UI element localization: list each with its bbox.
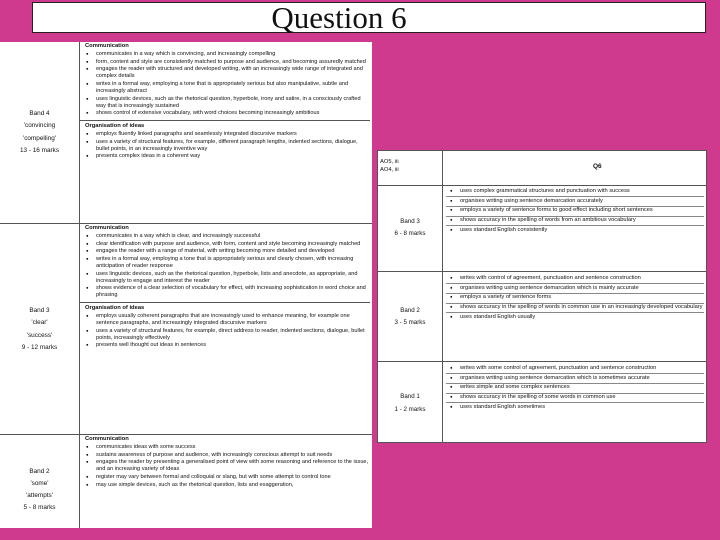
band-row [0, 223, 372, 435]
band-label-cell [0, 435, 80, 540]
band-row [0, 434, 372, 540]
criteria-item: ● uses a variety of structural features, for example, direct address to reader, indented sections, dialogue, bullet points, increasingly effectively [82, 328, 370, 342]
criteria-item: ● uses complex grammatical structures and punctuation with success [446, 188, 704, 197]
assessment-objective: AO4, iii [380, 167, 399, 174]
criteria-item: ● presents complex ideas in a coherent way [82, 153, 370, 160]
band-marks: 13 - 16 marks [19, 146, 60, 154]
band-descriptor: 'some' [30, 479, 49, 487]
criteria-item: ● uses linguistic devices, such as the rhetorical question, hyperbole, lists and anecdote, as appropriate, and increasingly to engage and interest the reader [82, 271, 370, 285]
rubric-header-row [378, 151, 706, 186]
criteria-item: ● uses a variety of structural features, for example, different paragraph lengths, indented sections, dialogue, bullet points, in an increasingly inventive way [82, 139, 370, 153]
criteria-item: ● register may vary between formal and colloquial or slang, but with some attempt to control tone [82, 474, 370, 481]
assessment-objective: AO5, iii [380, 159, 399, 165]
band-descriptor: 'convincing [23, 122, 56, 130]
band-marks: 6 - 8 marks [394, 230, 426, 237]
criteria-item: ● engages the reader with structured and developed writing, with an increasingly wide range of integrated and complex details [82, 66, 370, 80]
band-name: Band 1 [400, 393, 420, 401]
criteria-item: ● sustains awareness of purpose and audience, with increasingly conscious attempt to suit needs [82, 452, 370, 459]
criteria-item: ● shows evidence of a clear selection of vocabulary for effect, with increasing sophistication in word choice and phrasing [82, 285, 370, 299]
criteria-item: ● employs fluently linked paragraphs and seamlessly integrated discursive markers [82, 131, 370, 138]
band-label-cell [0, 224, 80, 435]
slide-bottom-edge [0, 528, 720, 540]
criteria-item: ● writes with control of agreement, punctuation and sentence construction [446, 275, 704, 284]
column-divider [442, 185, 443, 271]
criteria-item: ● uses linguistic devices, such as the rhetorical question, hyperbole, irony and satire, in a consciously crafted way that is increasingly sustained [82, 96, 370, 110]
criteria-item: ● employs a variety of sentence forms to good effect including short sentences [446, 207, 704, 216]
criteria-list [82, 444, 370, 488]
section-heading: Organisation of ideas [85, 123, 145, 130]
left-rubric-table [0, 42, 372, 540]
section-heading: Organisation of ideas [85, 305, 145, 312]
criteria-item: ● presents well thought out ideas in sentences [82, 342, 370, 349]
criteria-item: ● writes in a formal way, employing a tone that is appropriately serious but also manipulative, subtle and increasingly abstract [82, 81, 370, 95]
column-divider [442, 151, 443, 185]
criteria-item: ● employs usually coherent paragraphs that are increasingly used to enhance meaning, for example one sentence paragraphs, and increasingly integrated discursive markers [82, 313, 370, 327]
criteria-item: ● clear identification with purpose and audience, with form, content and style becoming increasingly matched [82, 241, 370, 248]
criteria-item: ● shows control of extensive vocabulary, with word choices becoming increasingly ambitious [82, 110, 370, 117]
criteria-item: ● communicates ideas with some success [82, 444, 370, 451]
criteria-item: ● uses standard English usually [446, 314, 704, 322]
band-descriptor: 'clear' [31, 319, 48, 327]
criteria-item: ● engages the reader by presenting a generalised point of view with some reasoning and reference to the issue, and an increasing variety of ideas [82, 459, 370, 473]
section-divider [80, 120, 370, 121]
section-divider [80, 302, 370, 303]
criteria-item: ● engages the reader with a range of material, with writing becoming more detailed and developed [82, 248, 370, 255]
section-heading: Communication [85, 436, 129, 442]
criteria-item: ● may use simple devices, such as the rhetorical question, lists and exaggeration, [82, 482, 370, 489]
criteria-list [82, 233, 370, 299]
criteria-item: ● shows accuracy in the spelling of some words in common use [446, 394, 704, 403]
band-row [378, 185, 706, 271]
band-row [0, 42, 372, 223]
criteria-list [446, 188, 704, 235]
column-divider [442, 362, 443, 443]
band-marks: 1 - 2 marks [394, 405, 426, 413]
band-marks: 3 - 5 marks [394, 319, 426, 326]
band-marks: 5 - 8 marks [23, 504, 56, 512]
criteria-list [446, 365, 704, 412]
band-criteria [446, 275, 704, 322]
band-name: Band 4 [29, 110, 50, 118]
criteria-item: ● organises writing using sentence demarcation accurately [446, 198, 704, 207]
band-row [378, 361, 706, 443]
band-descriptor: 'compelling' [23, 134, 56, 142]
criteria-item: ● communicates in a way which is convincing, and increasingly compelling [82, 51, 370, 58]
criteria-item: ● communicates in a way which is clear, and increasingly successful [82, 233, 370, 240]
band-name: Band 3 [29, 307, 50, 315]
criteria-item: ● writes with some control of agreement, punctuation and sentence construction [446, 365, 704, 374]
band-name: Band 2 [29, 467, 50, 475]
assessment-objectives [380, 158, 440, 174]
band-name: Band 2 [400, 306, 420, 314]
criteria-item: ● writes in a formal way, employing a tone that is appropriately serious and clearly chosen, with increasing anticipation of reader response [82, 256, 370, 270]
band-name: Band 3 [400, 217, 420, 225]
criteria-item: ● organises writing using sentence demarcation which is sometimes accurate [446, 375, 704, 384]
band-criteria [446, 188, 704, 235]
criteria-item: ● uses standard English sometimes [446, 404, 704, 412]
criteria-list [82, 313, 370, 349]
criteria-item: ● form, content and style are consistently matched to purpose and audience, and becoming assuredly matched [82, 59, 370, 66]
section-heading: Communication [85, 43, 129, 49]
band-label-cell [378, 185, 442, 271]
criteria-list [82, 51, 370, 117]
band-criteria [82, 42, 370, 161]
question-label: Q6 [593, 163, 602, 170]
band-criteria [446, 365, 704, 412]
band-descriptor: 'attempts' [26, 492, 53, 499]
band-descriptor: 'success' [26, 331, 53, 339]
right-rubric-table [377, 150, 707, 443]
criteria-list [446, 275, 704, 322]
criteria-list [82, 131, 370, 160]
band-label-cell [378, 272, 442, 362]
band-criteria [82, 224, 370, 350]
criteria-item: ● shows accuracy in the spelling of words from an ambitious vocabulary [446, 217, 704, 226]
criteria-item: ● writes simple and some complex sentences [446, 384, 704, 393]
slide-title: Question 6 [271, 0, 407, 35]
column-divider [442, 272, 443, 362]
band-row [378, 271, 706, 362]
criteria-item: ● shows accuracy in the spelling of words in common use in an increasingly developed vocabulary [446, 304, 704, 313]
title-banner [32, 2, 706, 33]
band-marks: 9 - 12 marks [21, 343, 58, 351]
criteria-item: ● uses standard English consistently [446, 227, 704, 235]
section-heading: Communication [85, 225, 129, 231]
criteria-item: ● employs a variety of sentence forms [446, 294, 704, 303]
band-label-cell [0, 42, 80, 223]
band-label-cell [378, 362, 442, 443]
band-criteria [82, 435, 370, 489]
criteria-item: ● organises writing using sentence demarcation which is mainly accurate [446, 285, 704, 294]
